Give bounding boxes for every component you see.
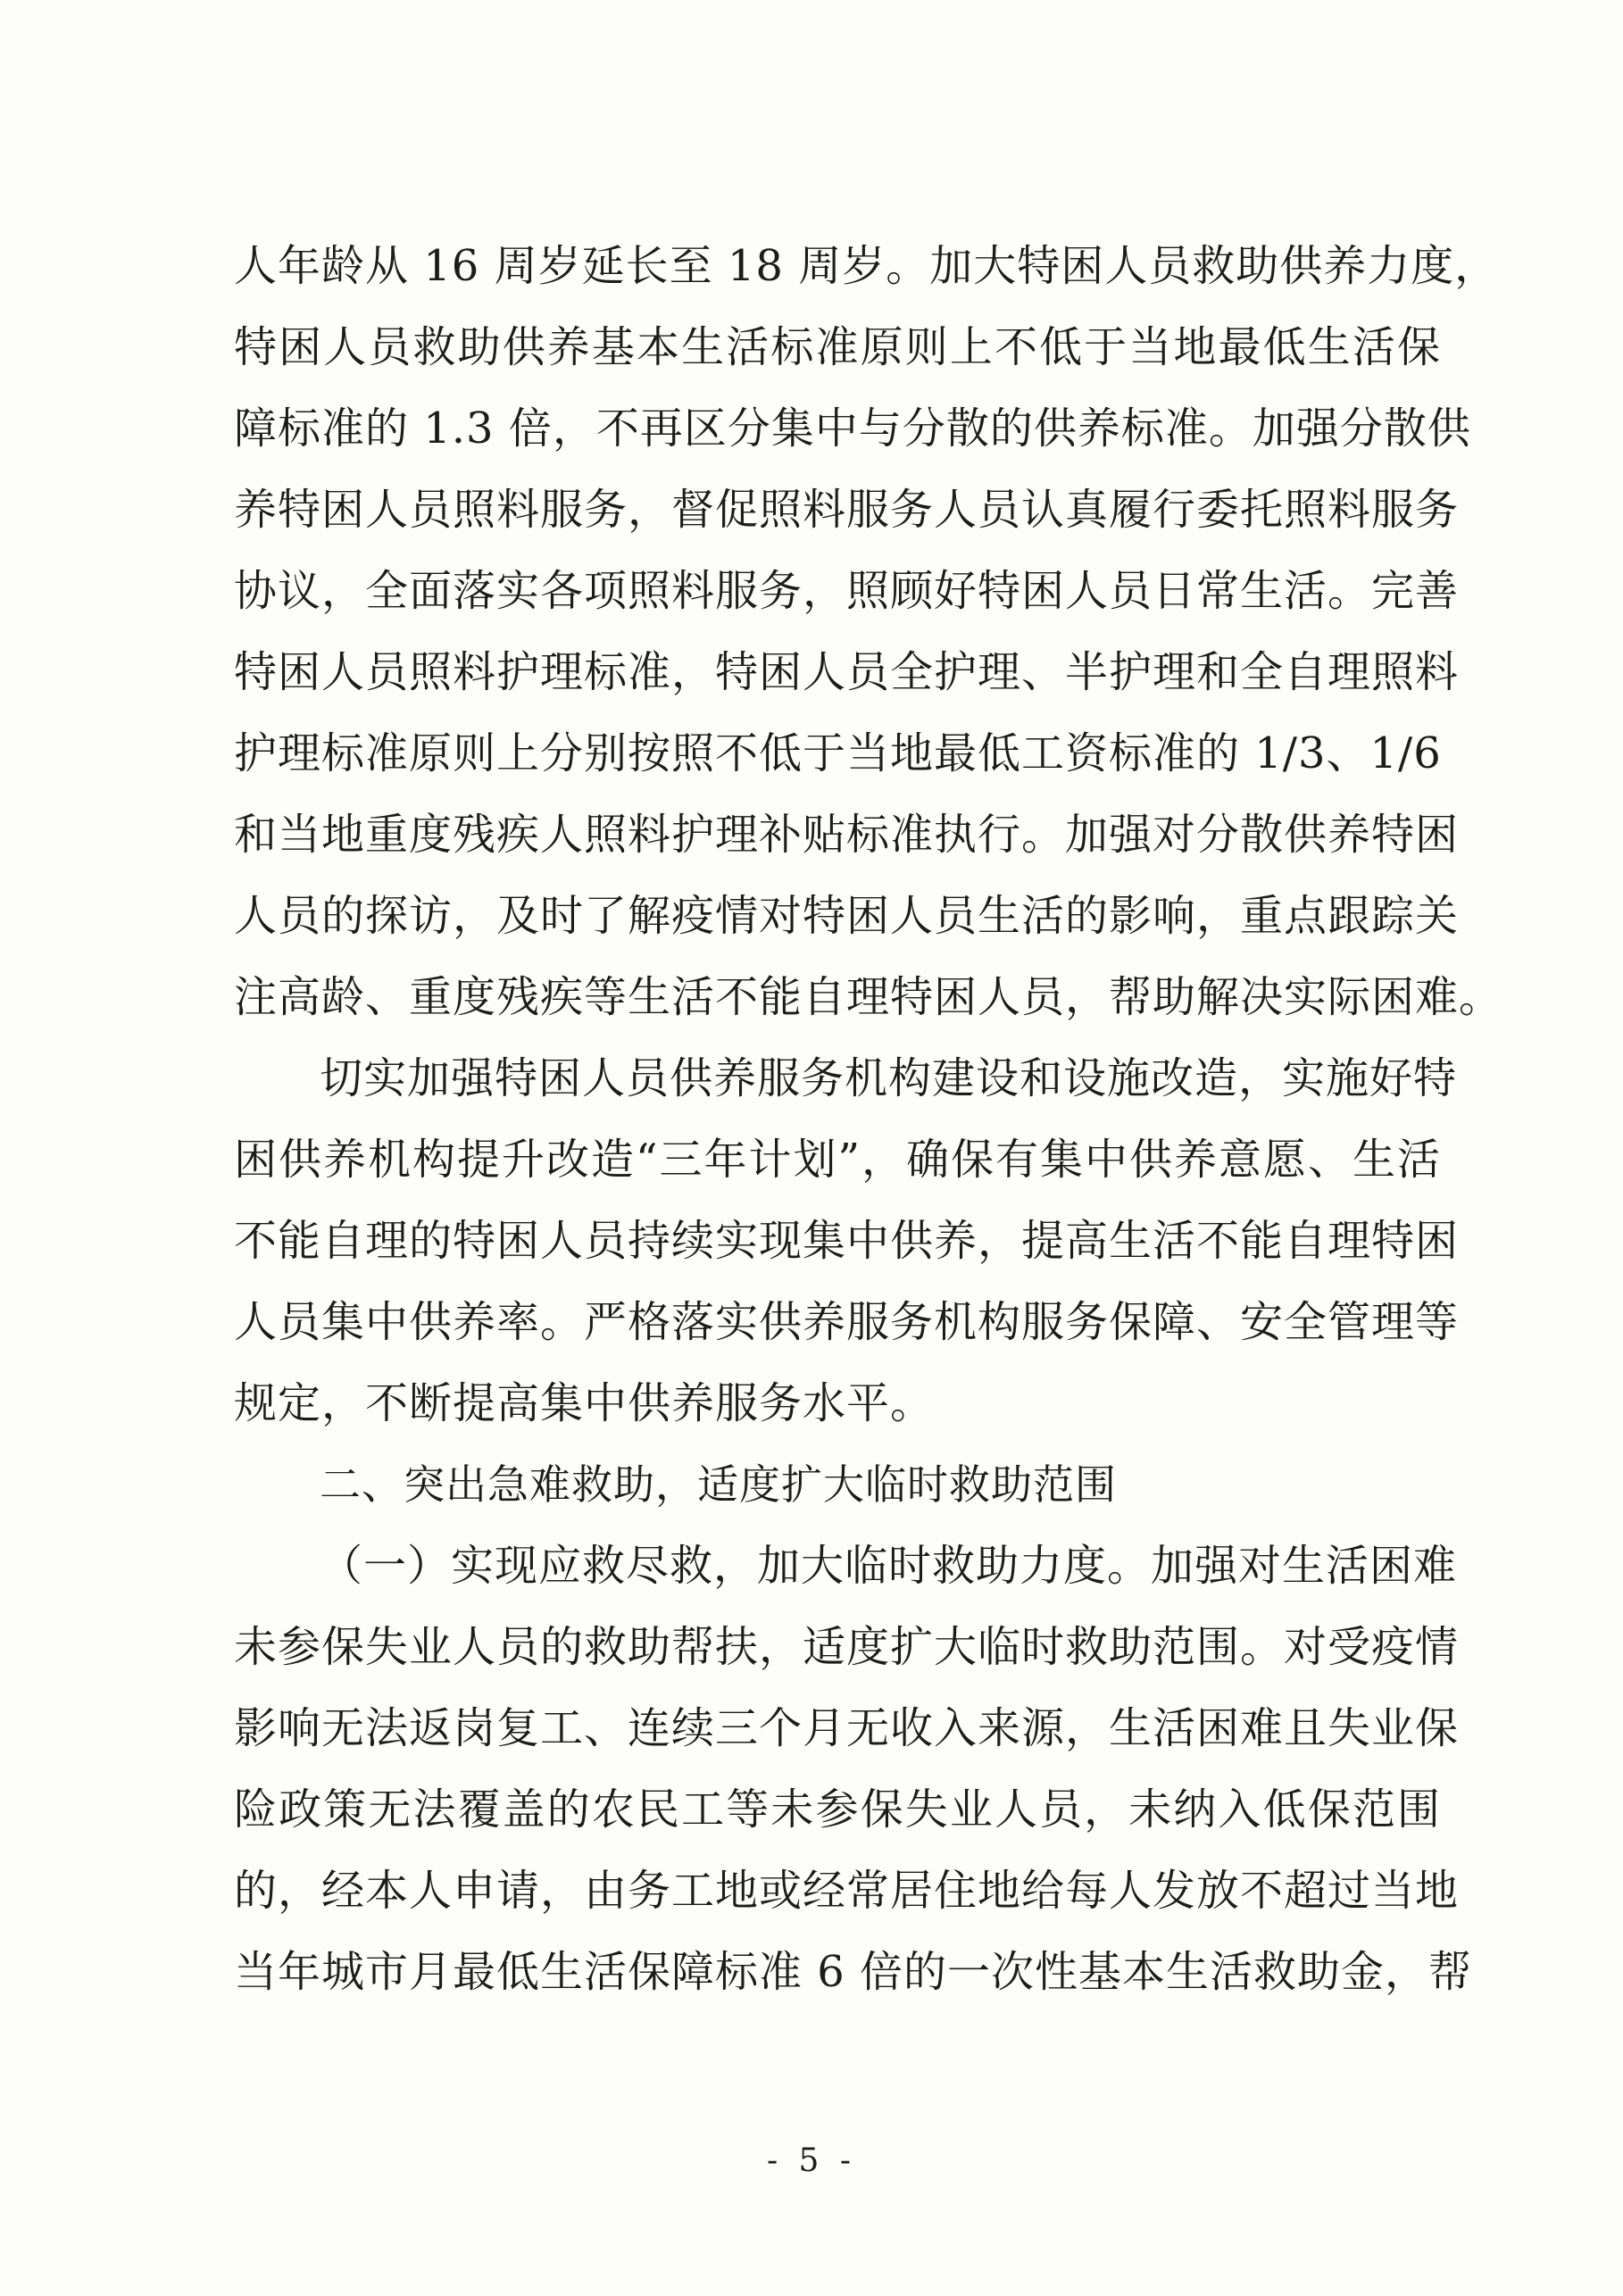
body-text-line: 困供养机构提升改造“三年计划”，确保有集中供养意愿、生活 [234, 1135, 1441, 1185]
body-text-line: 和当地重度残疾人照料护理补贴标准执行。加强对分散供养特困 [234, 810, 1460, 860]
body-text-line: 人员集中供养率。严格落实供养服务机构服务保障、安全管理等 [234, 1297, 1460, 1347]
paragraph-first-line: （一）实现应救尽救，加大临时救助力度。加强对生活困难 [320, 1541, 1458, 1591]
body-text-line: 特困人员照料护理标准，特困人员全护理、半护理和全自理照料 [234, 647, 1460, 697]
body-text-line: 不能自理的特困人员持续实现集中供养，提高生活不能自理特困 [234, 1216, 1460, 1266]
body-text-line: 人年龄从 16 周岁延长至 18 周岁。加大特困人员救助供养力度， [234, 241, 1499, 291]
body-text-line: 护理标准原则上分别按照不低于当地最低工资标准的 1/3、1/6 [234, 728, 1442, 778]
body-text-line: 特困人员救助供养基本生活标准原则上不低于当地最低生活保 [234, 322, 1441, 372]
section-heading: 二、突出急难救助，适度扩大临时救助范围 [320, 1460, 1117, 1509]
body-text-line: 险政策无法覆盖的农民工等未参保失业人员，未纳入低保范围 [234, 1784, 1441, 1834]
page-number: - 5 - [766, 2142, 857, 2179]
paragraph-first-line: 切实加强特困人员供养服务机构建设和设施改造，实施好特 [320, 1053, 1458, 1103]
body-text-line: 养特困人员照料服务，督促照料服务人员认真履行委托照料服务 [234, 485, 1460, 535]
body-text-line: 影响无法返岗复工、连续三个月无收入来源，生活困难且失业保 [234, 1703, 1460, 1753]
body-text-line: 规定，不断提高集中供养服务水平。 [234, 1378, 935, 1428]
body-text-line: 障标准的 1.3 倍，不再区分集中与分散的供养标准。加强分散供 [234, 403, 1471, 453]
body-text-line: 未参保失业人员的救助帮扶，适度扩大临时救助范围。对受疫情 [234, 1622, 1460, 1672]
body-text-line: 的，经本人申请，由务工地或经常居住地给每人发放不超过当地 [234, 1866, 1460, 1916]
body-text-line: 当年城市月最低生活保障标准 6 倍的一次性基本生活救助金，帮 [234, 1947, 1473, 1997]
body-text-line: 协议，全面落实各项照料服务，照顾好特困人员日常生活。完善 [234, 566, 1460, 616]
body-text-line: 注高龄、重度残疾等生活不能自理特困人员，帮助解决实际困难。 [234, 972, 1503, 1022]
body-text-line: 人员的探访，及时了解疫情对特困人员生活的影响，重点跟踪关 [234, 891, 1460, 941]
